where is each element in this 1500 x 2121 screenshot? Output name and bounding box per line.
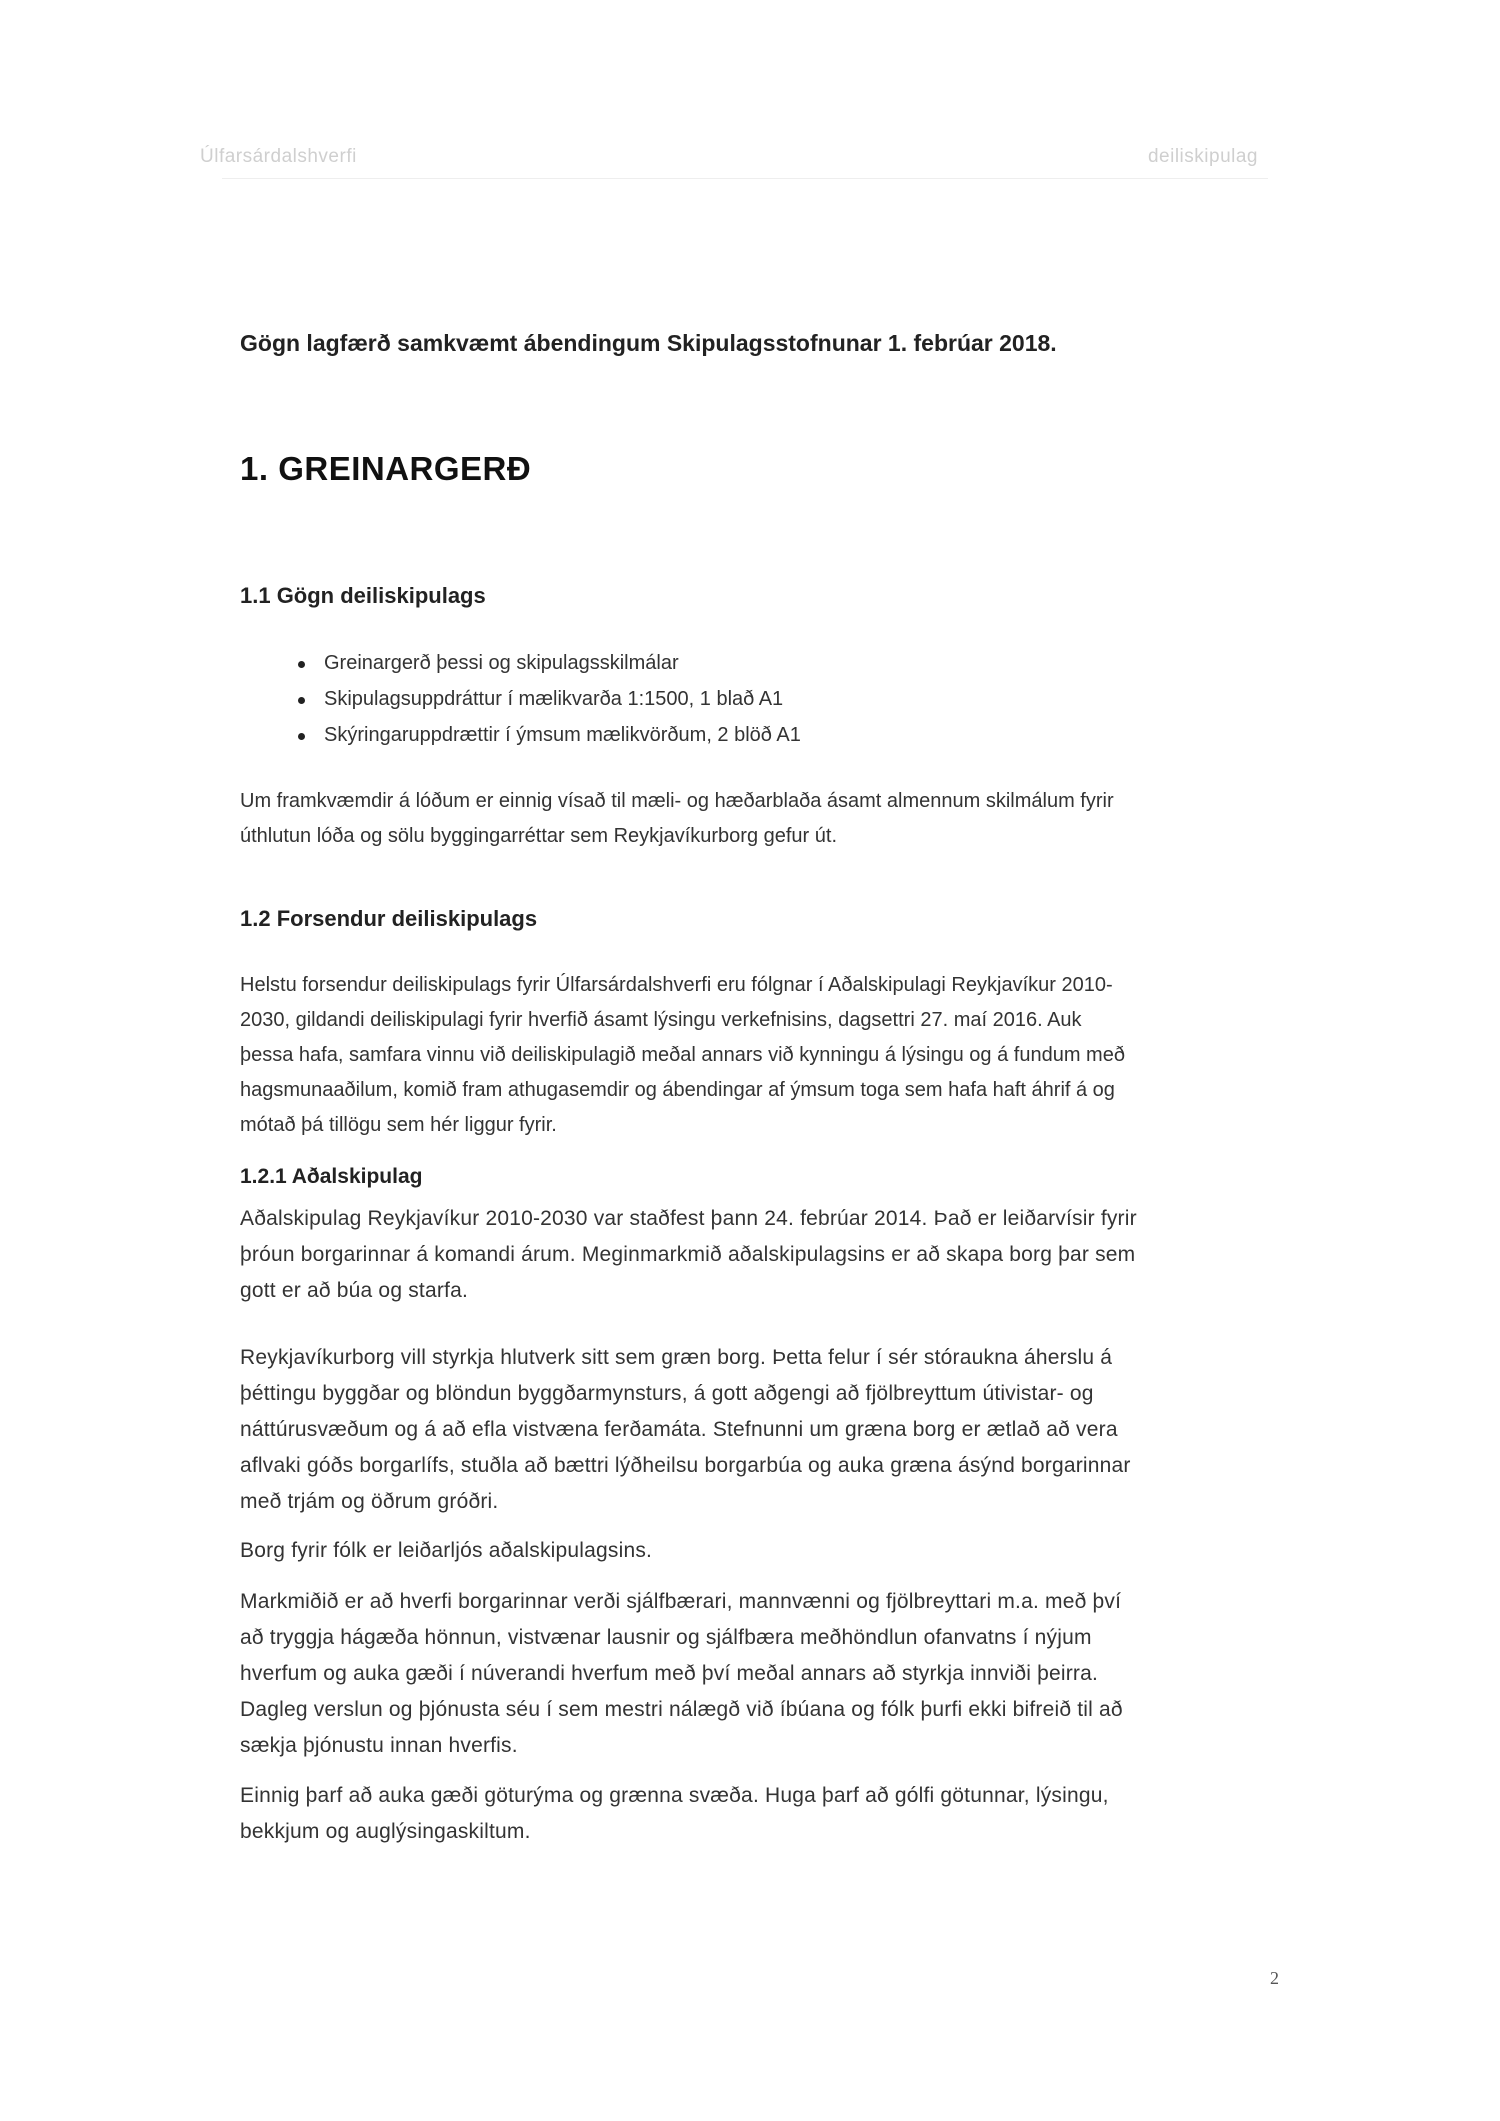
- list-item: Skipulagsuppdráttur í mælikvarða 1:1500, 1 blað A1: [240, 681, 1240, 717]
- chapter-title: 1. GREINARGERÐ: [240, 450, 532, 487]
- paragraph-adalskipulag-5: Einnig þarf að auka gæði göturýma og grænna svæða. Huga þarf að gólfi götunnar, lýsingu, bekkjum og auglýsingaskiltum.: [240, 1784, 1109, 1843]
- bullet-icon: [298, 697, 305, 704]
- section-heading-1-1: 1.1 Gögn deiliskipulags: [240, 583, 486, 608]
- running-header-left: Úlfarsárdalshverfi: [200, 146, 357, 167]
- document-list: [240, 645, 1240, 753]
- paragraph-adalskipulag-1: Aðalskipulag Reykjavíkur 2010-2030 var staðfest þann 24. febrúar 2014. Það er leiðarvísir fyrir þróun borgarinnar á komandi árum. Meginmarkmið aðalskipulagsins er að skapa borg þar sem gott er að búa og starfa.: [240, 1207, 1137, 1302]
- revision-notice: Gögn lagfærð samkvæmt ábendingum Skipulagsstofnunar 1. febrúar 2018.: [240, 330, 1057, 356]
- page-number: 2: [1270, 1968, 1279, 1988]
- list-item: Greinargerð þessi og skipulagsskilmálar: [240, 645, 1240, 681]
- paragraph-1-1: Um framkvæmdir á lóðum er einnig vísað til mæli- og hæðarblaða ásamt almennum skilmálum fyrir úthlutun lóða og sölu byggingarréttar sem Reykjavíkurborg gefur út.: [240, 790, 1114, 847]
- running-header-right: deiliskipulag: [1147, 146, 1258, 167]
- section-heading-1-2: 1.2 Forsendur deiliskipulags: [240, 906, 538, 931]
- paragraph-1-2: Helstu forsendur deiliskipulags fyrir Úlfarsárdalshverfi eru fólgnar í Aðalskipulagi Reykjavíkur 2010- 2030, gildandi deiliskipulagi fyrir hverfið ásamt lýsingu verkefnisins, dagsettri 27. maí 2016. Auk þessa hafa, samfara vinnu við deiliskipulagið meðal annars við kynningu á lýsingu og á fundum með hagsmunaaðilum, komið fram athugasemdir og ábendingar af ýmsum toga sem hafa haft áhrif á og mótað þá tillögu sem hér liggur fyrir.: [240, 974, 1125, 1136]
- section-heading-1-2-1: 1.2.1 Aðalskipulag: [240, 1165, 423, 1188]
- paragraph-adalskipulag-2: Reykjavíkurborg vill styrkja hlutverk sitt sem græn borg. Þetta felur í sér stóraukna áherslu á þéttingu byggðar og blöndun byggðarmynsturs, á gott aðgengi að fjölbreyttum útivistar- og náttúrusvæðum og á að efla vistvæna ferðamáta. Stefnunni um græna borg er ætlað að vera aflvaki góðs borgarlífs, stuðla að bættri lýðheilsu borgarbúa og auka græna ásýnd borgarinnar með trjám og öðrum gróðri.: [240, 1346, 1131, 1513]
- paragraph-adalskipulag-3: Borg fyrir fólk er leiðarljós aðalskipulagsins.: [240, 1539, 653, 1562]
- header-divider: [222, 178, 1268, 179]
- bullet-icon: [298, 733, 305, 740]
- paragraph-adalskipulag-4: Markmiðið er að hverfi borgarinnar verði sjálfbærari, mannvænni og fjölbreyttari m.a. með því að tryggja hágæða hönnun, vistvænar lausnir og sjálfbæra meðhöndlun ofanvatns í nýjum hverfum og auka gæði í núverandi hverfum með því meðal annars að styrkja innviði þeirra. Dagleg verslun og þjónusta séu í sem mestri nálægð við íbúana og fólk þurfi ekki bifreið til að sækja þjónustu innan hverfis.: [240, 1590, 1123, 1757]
- bullet-icon: [298, 661, 305, 668]
- list-item: Skýringaruppdrættir í ýmsum mælikvörðum, 2 blöð A1: [240, 717, 1240, 753]
